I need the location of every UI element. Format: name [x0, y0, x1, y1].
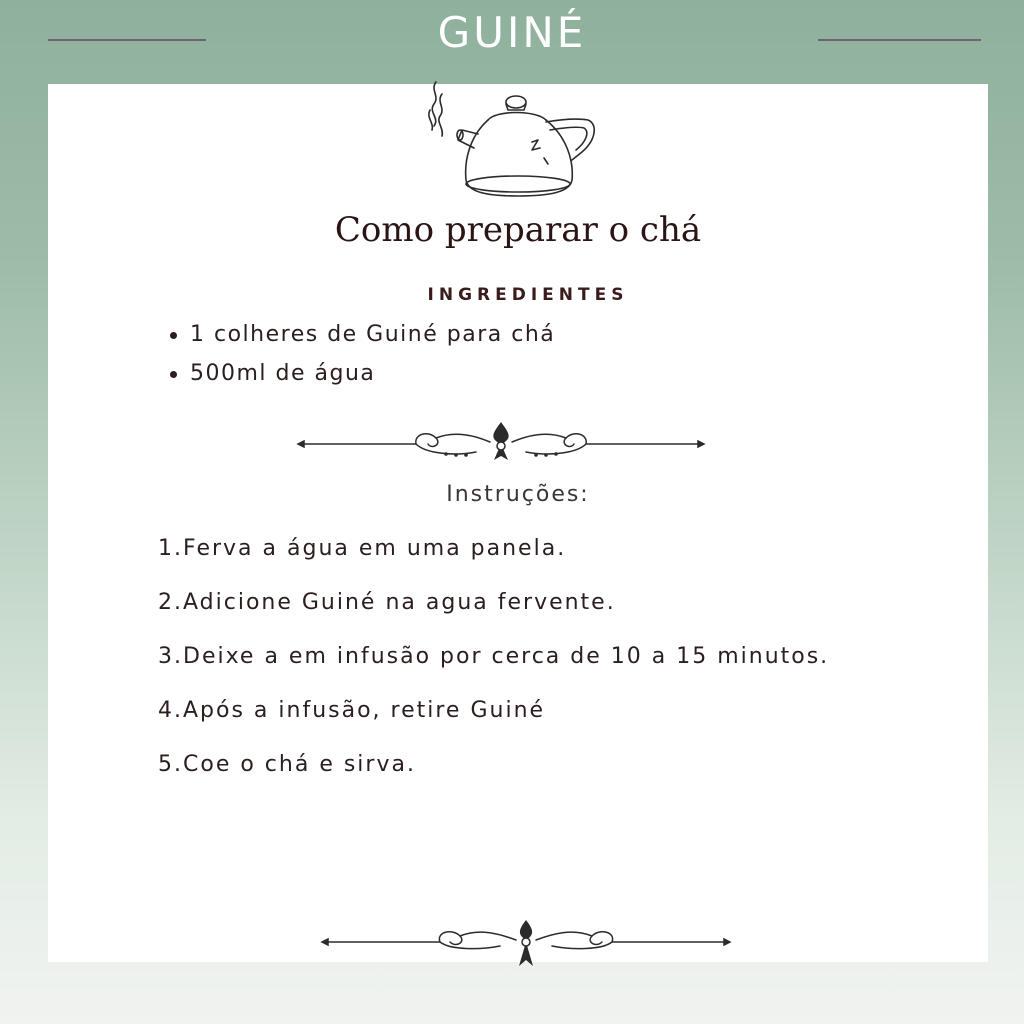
- header-divider-right: [818, 39, 981, 41]
- list-item: [153, 534, 829, 588]
- step-text: Adicione Guiné na agua fervente.: [183, 590, 616, 615]
- step-text: Ferva a água em uma panela.: [183, 536, 567, 561]
- ingredient-text: 500ml de água: [190, 361, 376, 386]
- step-text: Após a infusão, retire Guiné: [183, 698, 546, 723]
- recipe-card: [48, 84, 988, 962]
- list-item: [153, 642, 829, 696]
- step-number: 3.: [158, 644, 183, 669]
- recipe-subtitle: Como preparar o chá: [334, 210, 702, 250]
- instructions-heading: Instruções:: [446, 482, 590, 507]
- bullet-icon: [170, 332, 177, 339]
- list-item: [153, 696, 829, 750]
- list-item: [168, 359, 555, 398]
- list-item: [153, 750, 829, 804]
- step-text: Deixe a em infusão por cerca de 10 a 15 minutos.: [183, 644, 830, 669]
- bullet-icon: [170, 371, 177, 378]
- ingredients-heading: INGREDIENTES: [427, 285, 629, 305]
- ornamental-divider-icon: [296, 416, 706, 468]
- list-item: [153, 588, 829, 642]
- step-number: 1.: [158, 536, 183, 561]
- teapot-icon: [426, 80, 606, 200]
- page-title: GUINÉ: [437, 8, 587, 57]
- instructions-list: [153, 534, 829, 804]
- step-number: 4.: [158, 698, 183, 723]
- list-item: [168, 320, 555, 359]
- step-number: 5.: [158, 752, 183, 777]
- step-number: 2.: [158, 590, 183, 615]
- ingredients-list: [168, 320, 555, 398]
- step-text: Coe o chá e sirva.: [183, 752, 416, 777]
- ornamental-divider-bottom-icon: [320, 916, 732, 972]
- ingredient-text: 1 colheres de Guiné para chá: [190, 322, 556, 347]
